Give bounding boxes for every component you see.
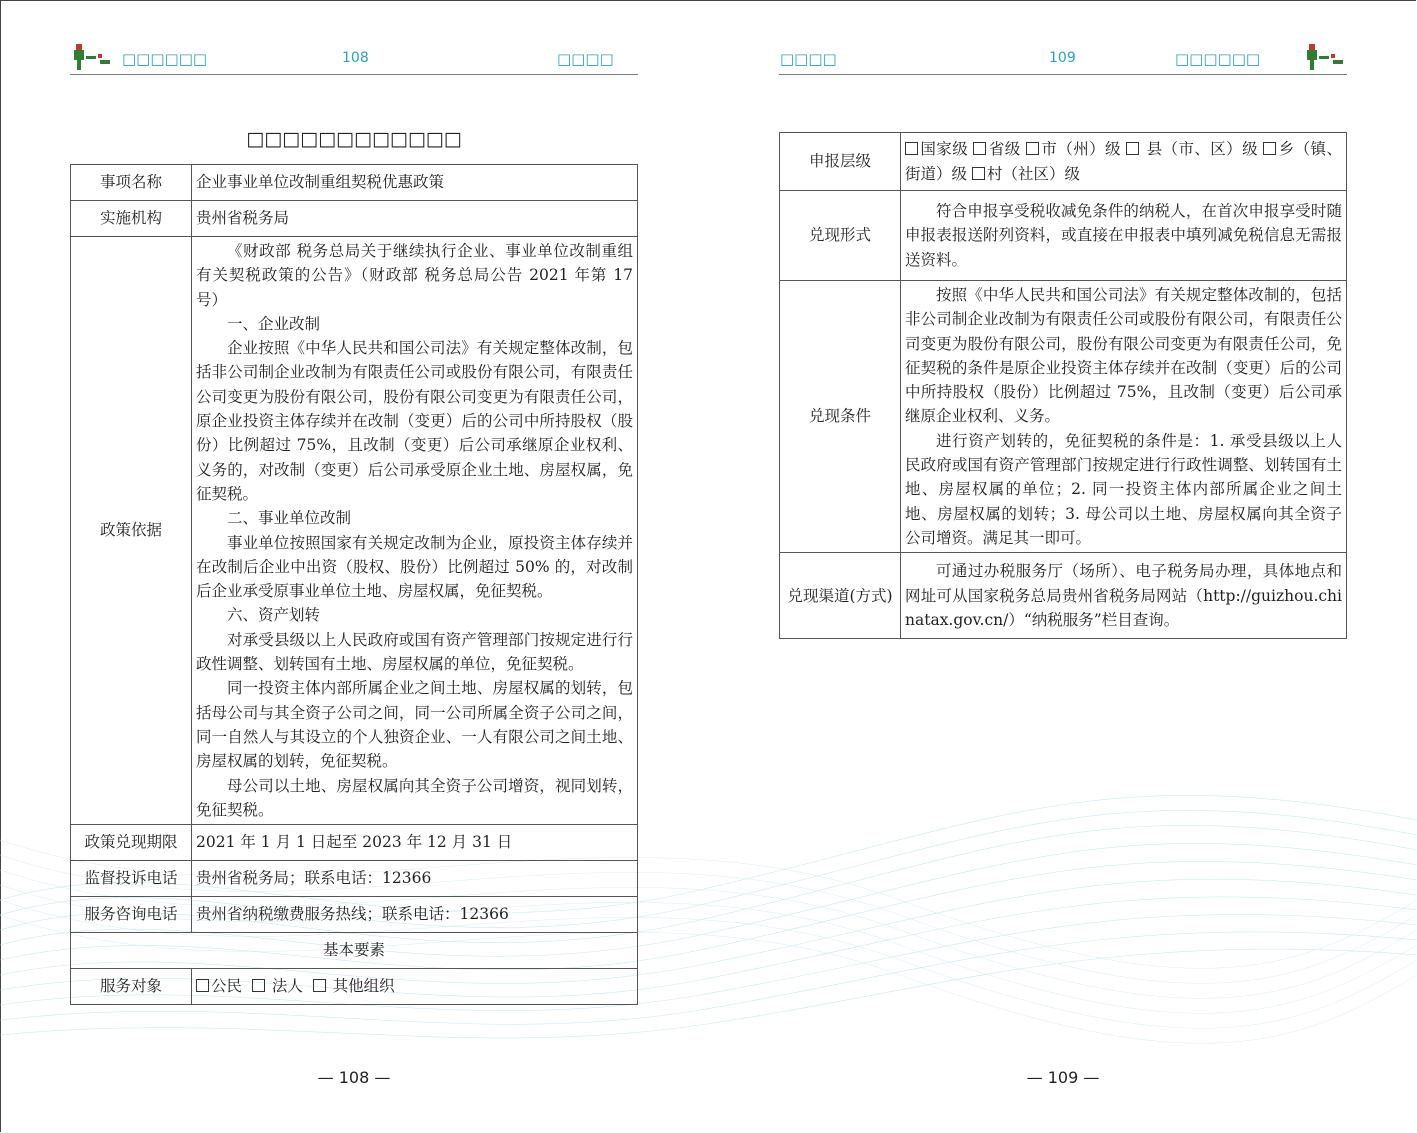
redemption-form-label: 兑现形式 (780, 191, 901, 281)
redemption-conditions-content (901, 281, 1347, 553)
policy-heading: 一、企业改制 (227, 314, 321, 333)
policy-paragraph: 对承受县级以上人民政府或国有资产管理部门按规定进行行政性调整、划转国有土地、房屋权属的单位，免征契税。 (196, 630, 633, 674)
policy-paragraph: 事业单位按照国家有关规定改制为企业，原投资主体存续并在改制后企业中出资（股权、股份）比例超过 50% 的，对改制后企业承受原事业单位土地、房屋权属，免征契税。 (196, 533, 633, 601)
option-city: 市（州）级 (1041, 140, 1121, 159)
agency-value: 贵州省税务局 (192, 201, 638, 237)
right-header-title: □□□□□□ (1175, 50, 1261, 68)
checkbox-county[interactable] (1126, 142, 1139, 155)
redemption-form-value: 符合申报享受税收减免条件的纳税人，在首次申报享受时随申报表报送附列资料，或直接在申报表中填列减免税信息无需报送资料。 (905, 202, 1342, 269)
consult-phone-value: 贵州省纳税缴费服务热线；联系电话：12366 (192, 897, 638, 933)
right-header (779, 42, 1347, 75)
complaint-phone-label: 监督投诉电话 (71, 861, 192, 897)
doc-title: □□□□□□□□□□□□ (246, 128, 462, 150)
table-row (71, 969, 638, 1005)
table-row (71, 165, 638, 201)
complaint-phone-value: 贵州省税务局；联系电话：12366 (192, 861, 638, 897)
checkbox-city[interactable] (1026, 142, 1039, 155)
policy-paragraph: 《财政部 税务总局关于继续执行企业、事业单位改制重组有关契税政策的公告》（财政部 税务总局公告 2021 年第 17 号） (196, 242, 633, 309)
right-header-page-number: 109 (1049, 50, 1076, 66)
condition-paragraph: 按照《中华人民共和国公司法》有关规定整体改制的，包括非公司制企业改制为有限责任公司或股份有限公司，有限责任公司变更为股份有限公司，股份有限公司变更为有限责任公司，免征契税的条件是原企业投资主体存续并在改制（变更）后的公司中所持股权（股份）比例超过 75%，且改制（变更）后公司承继原企业权利、义务。 (905, 286, 1342, 426)
policy-basis-content (192, 237, 638, 825)
right-footer: — 109 — (1026, 1068, 1100, 1087)
option-national: 国家级 (920, 140, 969, 159)
checkbox-national[interactable] (905, 142, 918, 155)
agency-label: 实施机构 (71, 201, 192, 237)
policy-heading: 六、资产划转 (227, 606, 321, 625)
option-provincial: 省级 (988, 140, 1021, 159)
checkbox-citizen[interactable] (196, 979, 209, 992)
conditions-table (779, 132, 1347, 639)
report-level-label: 申报层级 (780, 133, 901, 191)
policy-table (70, 164, 638, 1005)
checkbox-township[interactable] (1263, 142, 1276, 155)
channel-cell (901, 553, 1347, 639)
condition-paragraph: 进行资产划转的，免征契税的条件是：1. 承受县级以上人民政府或国有资产管理部门按规定进行行政性调整、划转国有土地、房屋权属的单位；2. 同一投资主体内部所属企业之间土地、房屋权属的划转；3. 母公司以土地、房屋权属向其全资子公司增资。满足其一即可。 (905, 431, 1342, 547)
option-township: 乡（镇、街道）级 (905, 140, 1342, 183)
table-row (71, 201, 638, 237)
consult-phone-label: 服务咨询电话 (71, 897, 192, 933)
left-page (0, 0, 708, 1133)
option-other-org: 其他组织 (332, 977, 395, 996)
right-page (709, 0, 1417, 1133)
option-legal-person: 法人 (271, 977, 303, 996)
policy-paragraph: 同一投资主体内部所属企业之间土地、房屋权属的划转，包括母公司与其全资子公司之间，同一公司所属全资子公司之间，同一自然人与其设立的个人独资企业、一人有限公司之间土地、房屋权属的划转，免征契税。 (196, 679, 633, 771)
table-row (71, 237, 638, 825)
table-row (71, 825, 638, 861)
redemption-conditions-label: 兑现条件 (780, 281, 901, 553)
item-name-value: 企业事业单位改制重组契税优惠政策 (192, 165, 638, 201)
left-footer: — 108 — (317, 1068, 391, 1087)
table-row (780, 191, 1347, 281)
table-row (71, 861, 638, 897)
option-village: 村（社区）级 (986, 164, 1080, 183)
logo-icon (70, 42, 114, 72)
checkbox-other-org[interactable] (313, 979, 326, 992)
channel-value: 可通过办税服务厅（场所）、电子税务局办理，具体地点和网址可从国家税务总局贵州省税务局网站（http://guizhou.chinatax.gov.cn/）“纳税服务”栏目查询。 (905, 562, 1342, 629)
table-row (71, 897, 638, 933)
channel-label: 兑现渠道(方式) (780, 553, 901, 639)
report-level-options (901, 133, 1347, 191)
redemption-form-cell (901, 191, 1347, 281)
table-row (780, 553, 1347, 639)
table-row (71, 933, 638, 969)
policy-basis-label: 政策依据 (71, 237, 192, 825)
period-label: 政策兑现期限 (71, 825, 192, 861)
table-row (780, 133, 1347, 191)
left-header-title: □□□□□□ (122, 50, 208, 68)
policy-heading: 二、事业单位改制 (227, 509, 352, 528)
left-header-page-number: 108 (342, 50, 369, 66)
policy-paragraph: 企业按照《中华人民共和国公司法》有关规定整体改制，包括非公司制企业改制为有限责任公司或股份有限公司，有限责任公司变更为股份有限公司，股份有限公司变更为有限责任公司，原企业投资主体存续并在改制（变更）后的公司中所持股权（股份）比例超过 75%，且改制（变更）后公司承继原企业权利、义务的，对改制（变更）后公司承受原企业土地、房屋权属，免征契税。 (196, 339, 633, 503)
left-header (70, 42, 638, 75)
logo-icon (1303, 42, 1347, 72)
checkbox-village[interactable] (972, 167, 985, 180)
service-target-label: 服务对象 (71, 969, 192, 1005)
checkbox-provincial[interactable] (973, 142, 986, 155)
option-county: 县（市、区）级 (1146, 140, 1258, 159)
checkbox-legal-person[interactable] (252, 979, 265, 992)
item-name-label: 事项名称 (71, 165, 192, 201)
table-row (780, 281, 1347, 553)
option-citizen: 公民 (211, 977, 243, 996)
right-header-section: □□□□ (780, 50, 837, 68)
service-target-options (192, 969, 638, 1005)
period-value: 2021 年 1 月 1 日起至 2023 年 12 月 31 日 (192, 825, 638, 861)
left-header-section: □□□□ (557, 50, 614, 68)
basic-elements-header: 基本要素 (71, 933, 638, 969)
policy-paragraph: 母公司以土地、房屋权属向其全资子公司增资，视同划转，免征契税。 (196, 776, 633, 819)
